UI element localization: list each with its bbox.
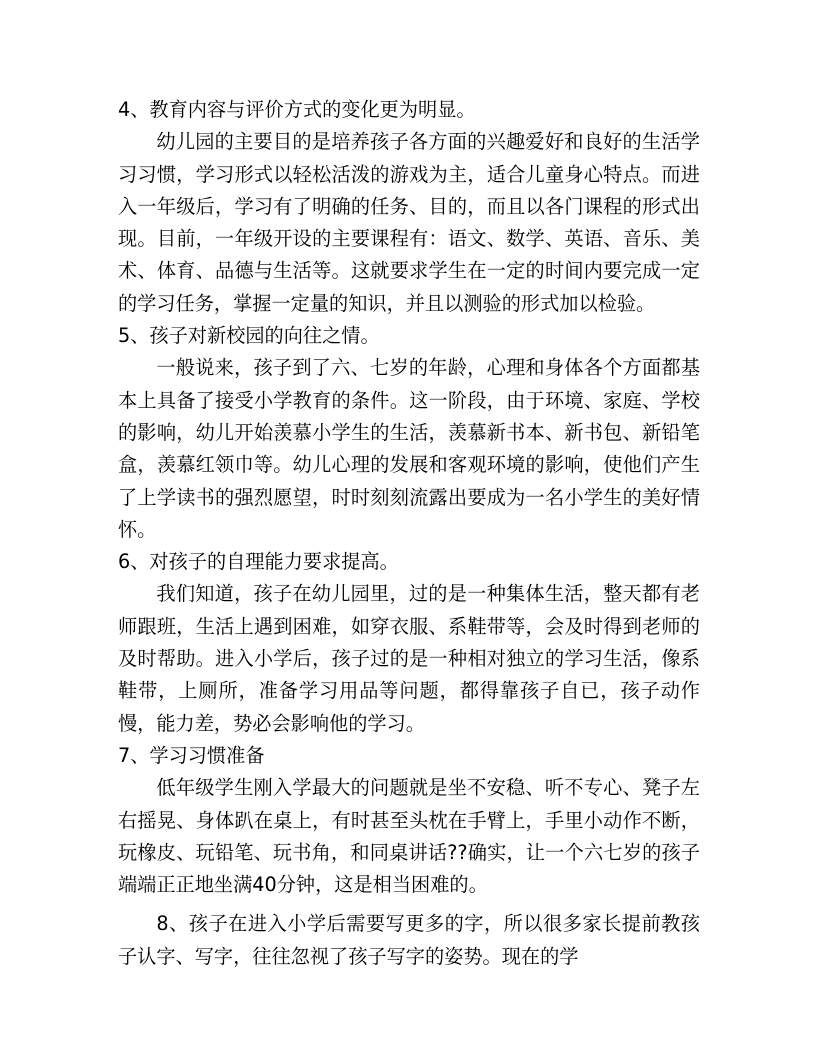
section-paragraph: 一般说来，孩子到了六、七岁的年龄，心理和身体各个方面都基本上具备了接受小学教育的条件。这一阶段，由于环境、家庭、学校的影响，幼儿开始羡慕小学生的生活，羡慕新书本、新书包、新铅笔盒，羡慕红领巾等。幼儿心理的发展和客观环境的影响，使他们产生了上学读书的强烈愿望，时时刻刻流露出要成为一名小学生的美好情怀。 <box>118 356 700 541</box>
document-page <box>118 94 700 973</box>
section-heading: 5、孩子对新校园的向往之情。 <box>118 324 380 348</box>
section-heading: 6、对孩子的自理能力要求提高。 <box>118 550 399 574</box>
section-paragraph: 我们知道，孩子在幼儿园里，过的是一种集体生活，整天都有老师跟班，生活上遇到困难，如穿衣服、系鞋带等，会及时得到老师的及时帮助。进入小学后，孩子过的是一种相对独立的学习生活，像系鞋带，上厕所，准备学习用品等问题，都得靠孩子自已，孩子动作慢，能力差，势必会影响他的学习。 <box>118 582 700 735</box>
section-heading: 7、学习习惯准备 <box>118 743 265 767</box>
section-4 <box>118 94 700 320</box>
closing-paragraph: 8、孩子在进入小学后需要写更多的字，所以很多家长提前教孩子认字、写字，往往忽视了孩子写字的姿势。现在的学 <box>118 912 700 968</box>
section-paragraph: 幼儿园的主要目的是培养孩子各方面的兴趣爱好和良好的生活学习习惯，学习形式以轻松活泼的游戏为主，适合儿童身心特点。而进入一年级后，学习有了明确的任务、目的，而且以各门课程的形式出现。目前，一年级开设的主要课程有：语文、数学、英语、音乐、美术、体育、品德与生活等。这就要求学生在一定的时间内要完成一定的学习任务，掌握一定量的知识，并且以测验的形式加以检验。 <box>118 130 700 315</box>
section-paragraph: 低年级学生刚入学最大的问题就是坐不安稳、听不专心、凳子左右摇晃、身体趴在桌上，有时甚至头枕在手臂上，手里小动作不断，玩橡皮、玩铅笔、玩书角，和同桌讲话??确实，让一个六七岁的孩子端端正正地坐满40分钟，这是相当困难的。 <box>118 776 700 897</box>
section-7 <box>118 740 700 901</box>
section-6 <box>118 546 700 740</box>
section-heading: 4、教育内容与评价方式的变化更为明显。 <box>118 98 476 121</box>
section-5 <box>118 320 700 546</box>
